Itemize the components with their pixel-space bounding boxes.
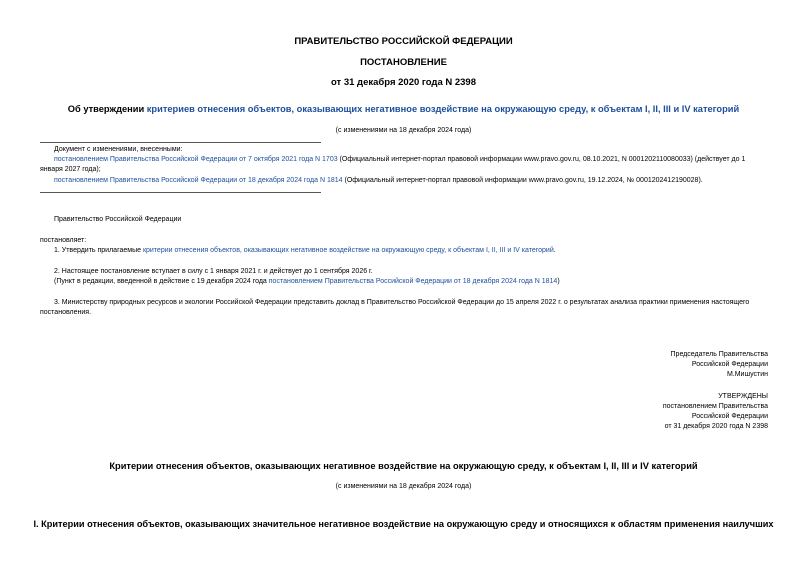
signature-name: М.Мишустин xyxy=(726,371,768,378)
paragraph-1-link[interactable]: критерии отнесения объектов, оказывающих негативное воздействие на окружающую среду, к объектам I, II, III и IV категорий xyxy=(142,247,554,254)
approved-label: УТВЕРЖДЕНЫ xyxy=(718,393,768,400)
document-title-link[interactable]: критериев отнесения объектов, оказывающих негативное воздействие на окружающую среду, к объектам I, II, III и IV категорий xyxy=(146,104,740,114)
approved-block xyxy=(663,392,768,432)
changes-intro: Документ с изменениями, внесенными: xyxy=(54,146,183,153)
amended-note: (с изменениями на 18 декабря 2024 года) xyxy=(335,127,472,134)
decrees-word: постановляет: xyxy=(40,237,87,244)
divider-top xyxy=(40,142,321,143)
document-type: ПОСТАНОВЛЕНИЕ xyxy=(360,57,447,68)
document-title xyxy=(0,104,807,114)
divider-bottom xyxy=(40,192,321,193)
changes-item-2 xyxy=(40,176,768,186)
paragraph-2-note-suffix: ) xyxy=(557,278,560,285)
criteria-title: Критерии отнесения объектов, оказывающих негативное воздействие на окружающую среду, к объектам I, II, III и IV категорий xyxy=(109,461,698,471)
paragraph-1 xyxy=(54,246,768,256)
approved-date: от 31 декабря 2020 года N 2398 xyxy=(664,423,768,430)
paragraph-1-prefix: 1. Утвердить прилагаемые xyxy=(54,247,143,254)
paragraph-2-note-prefix: (Пункт в редакции, введенной в действие с 19 декабря 2024 года xyxy=(54,278,269,285)
signature-block xyxy=(671,350,768,380)
signature-country: Российской Федерации xyxy=(691,361,768,368)
changes-item-2-link[interactable]: постановлением Правительства Российской Федерации от 18 декабря 2024 года N 1814 xyxy=(54,177,343,184)
signature-title: Председатель Правительства xyxy=(670,351,768,358)
paragraph-1-suffix: . xyxy=(553,247,556,254)
paragraph-2: 2. Настоящее постановление вступает в силу с 1 января 2021 г. и действует до 1 сентября 2026 г. xyxy=(54,268,373,275)
changes-item-1 xyxy=(40,155,768,175)
criteria-amended-note: (с изменениями на 18 декабря 2024 года) xyxy=(335,483,472,490)
paragraph-2-note-link[interactable]: постановлением Правительства Российской Федерации от 18 декабря 2024 года N 1814 xyxy=(268,278,558,285)
approved-by: постановлением Правительства xyxy=(662,403,768,410)
changes-item-1-link[interactable]: постановлением Правительства Российской Федерации от 7 октября 2021 года N 1703 xyxy=(54,156,338,163)
paragraph-2-note xyxy=(54,277,560,287)
section-1-title: I. Критерии отнесения объектов, оказывающих значительное негативное воздействие на окружающую среду и относящихся к областям применения наилучших xyxy=(33,519,774,529)
approved-country: Российской Федерации xyxy=(691,413,768,420)
government-heading: ПРАВИТЕЛЬСТВО РОССИЙСКОЙ ФЕДЕРАЦИИ xyxy=(294,36,513,47)
document-date-number: от 31 декабря 2020 года N 2398 xyxy=(330,77,476,88)
changes-item-1-text: (Официальный интернет-портал правовой информации www.pravo.gov.ru, 08.10.2021, N 0001202110080033) (действует до 1 января 2027 года); xyxy=(40,156,746,173)
paragraph-3: 3. Министерству природных ресурсов и экологии Российской Федерации представить доклад в Правительство Российской Федерации до 15 апреля 2022 г. о результатах анализа практики применения настоящего постановления. xyxy=(40,299,750,316)
document-title-prefix: Об утверждении xyxy=(67,104,147,114)
government-rf: Правительство Российской Федерации xyxy=(54,216,182,223)
changes-item-2-text: (Официальный интернет-портал правовой информации www.pravo.gov.ru, 19.12.2024, № 0001202412190028). xyxy=(342,177,703,184)
